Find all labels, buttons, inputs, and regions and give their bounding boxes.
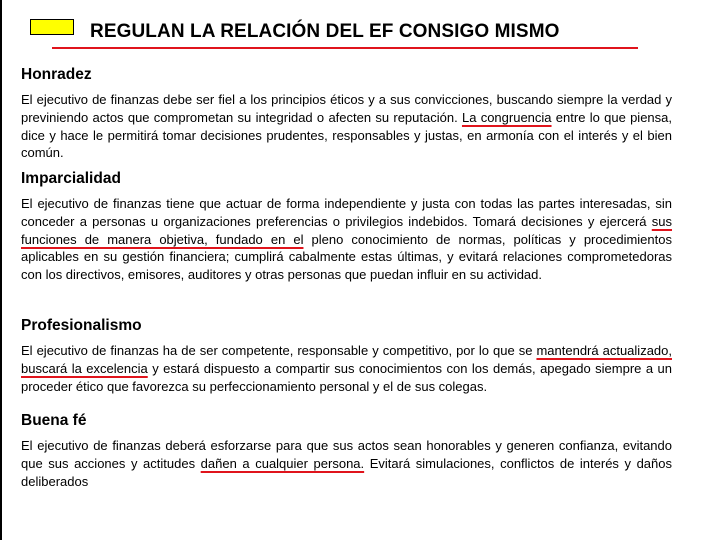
section-buena-fe — [21, 412, 672, 490]
left-frame-border — [0, 0, 2, 540]
paragraph-text: El ejecutivo de finanzas ha de ser competente, responsable y competitivo, por lo que se — [21, 343, 537, 358]
title-underline — [52, 47, 638, 49]
paragraph-text: y estará dispuesto a compartir sus conocimientos con los demás, apegado siempre a un proceder ético que favorezca su perfeccionamiento personal y el de sus colegas. — [21, 360, 672, 394]
page-title: REGULAN LA RELACIÓN DEL EF CONSIGO MISMO — [90, 21, 560, 42]
paragraph-text: El ejecutivo de finanzas deberá esforzarse para que sus actos sean honorables y generen confianza, evitando que sus acciones y actitudes — [21, 438, 672, 471]
section-paragraph — [21, 195, 672, 284]
section-heading: Buena fé — [21, 412, 87, 429]
title-marker-box — [30, 19, 74, 35]
underlined-phrase: dañen a cualquier persona. — [200, 455, 365, 471]
paragraph-text: El ejecutivo de finanzas debe ser fiel a los principios éticos y a sus convicciones, buscando siempre la verdad y previniendo actos que comprometan su integridad o afecten su reputación. — [21, 92, 672, 125]
section-paragraph — [21, 437, 672, 490]
section-profesionalismo — [21, 317, 672, 395]
section-heading: Honradez — [21, 66, 92, 83]
underlined-phrase: sus funciones de manera objetiva, fundado en el — [21, 213, 672, 247]
paragraph-text: entre lo que piensa, dice y hace le permitirá tomar decisiones prudentes, responsables y justas, en armonía con el interés y el bien común. — [21, 109, 672, 161]
section-paragraph — [21, 342, 672, 395]
section-heading: Imparcialidad — [21, 170, 121, 187]
section-paragraph — [21, 91, 672, 162]
paragraph-text: pleno conocimiento de normas, políticas y procedimientos aplicables en su gestión financiera; cumplirá cabalmente estas últimas, y evitará relaciones comprometedoras con los directivos, emisores, auditores y otras personas que puedan influir en su actividad. — [21, 231, 672, 283]
section-heading: Profesionalismo — [21, 317, 142, 334]
section-imparcialidad — [21, 170, 672, 284]
underlined-phrase: La congruencia — [461, 109, 552, 125]
section-honradez — [21, 66, 672, 162]
paragraph-text: El ejecutivo de finanzas tiene que actuar de forma independiente y justa con todas las partes interesadas, sin conceder a personas u organizaciones preferencias o privilegios indebidos. Tomará decisiones y ejercerá — [21, 196, 672, 229]
underlined-phrase: mantendrá actualizado, buscará la excelencia — [21, 343, 672, 376]
paragraph-text: Evitará simulaciones, conflictos de interés y daños deliberados — [21, 455, 673, 489]
